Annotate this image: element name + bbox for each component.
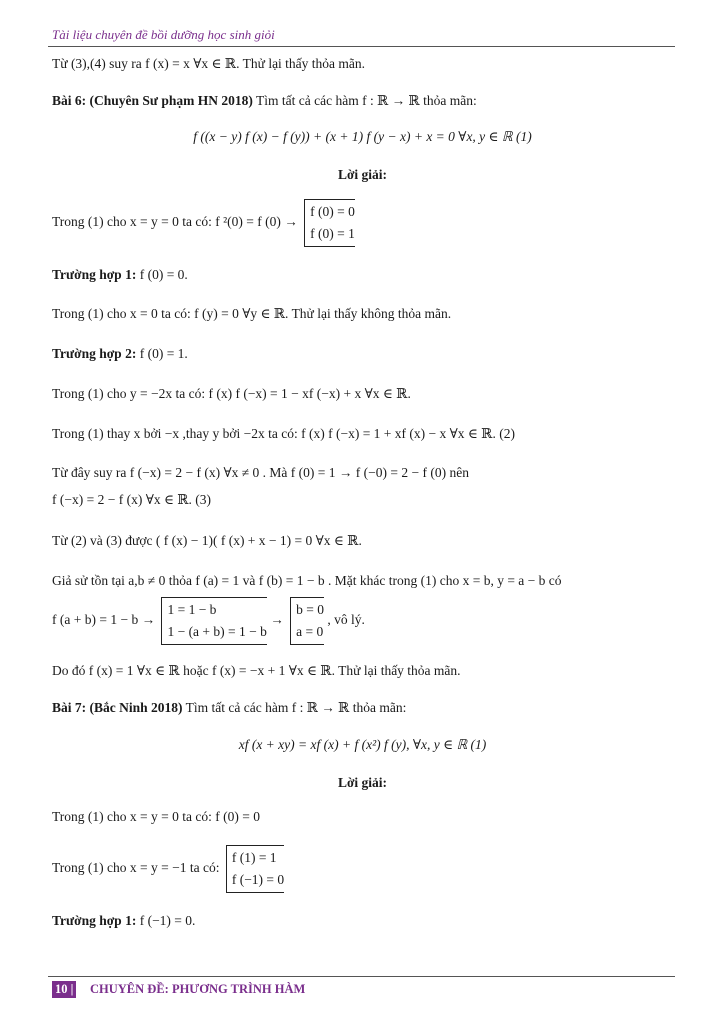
step-combine: Từ (2) và (3) được ( f (x) − 1)( f (x) + x − 1) = 0 ∀x ∈ ℝ.: [52, 533, 362, 548]
step-derive: Từ đây suy ra f (−x) = 2 − f (x) ∀x ≠ 0 . Mà f (0) = 1 → f (−0) = 2 − f (0) nên: [52, 465, 469, 480]
problem-7-label: Bài 7: (Bắc Ninh 2018): [52, 700, 183, 715]
case-2-heading: Trường hợp 2: f (0) = 1.: [52, 346, 188, 361]
problem-6: [52, 92, 675, 110]
equation-3: f (−x) = 2 − f (x) ∀x ∈ ℝ. (3): [52, 492, 212, 507]
equation-7: xf (x + xy) = xf (x) + f (x²) f (y), ∀x, y ∈ ℝ (1): [238, 737, 487, 752]
step-x-y-zero: Trong (1) cho x = y = 0 ta có: f ²(0) = f (0) → f (0) = 0 f (0) = 1: [52, 199, 675, 247]
case-bracket: f (0) = 0 f (0) = 1: [304, 199, 355, 247]
solution-heading: Lời giải:: [337, 167, 388, 182]
step-contradiction: f (a + b) = 1 − b → 1 = 1 − b 1 − (a + b) = 1 − b → b = 0 a = 0 , vô lý.: [52, 597, 675, 645]
case-1b-heading: Trường hợp 1: f (−1) = 0.: [52, 913, 196, 928]
page-number: 10 |: [52, 981, 76, 998]
paragraph-conclusion-6: Do đó f (x) = 1 ∀x ∈ ℝ hoặc f (x) = −x + 1 ∀x ∈ ℝ. Thử lại thấy thỏa mãn.: [52, 663, 461, 678]
case-bracket: 1 = 1 − b 1 − (a + b) = 1 − b: [161, 597, 266, 645]
step-7-1: Trong (1) cho x = y = 0 ta có: f (0) = 0: [52, 809, 260, 824]
footer-title: CHUYÊN ĐỀ: PHƯƠNG TRÌNH HÀM: [90, 982, 306, 996]
case-1-heading: Trường hợp 1: f (0) = 0.: [52, 267, 188, 282]
problem-7: [52, 699, 675, 717]
running-header: Tài liệu chuyên đề bồi dưỡng học sinh giỏi: [52, 27, 275, 42]
solution-heading: Lời giải:: [337, 775, 388, 790]
paragraph-conclusion: Từ (3),(4) suy ra f (x) = x ∀x ∈ ℝ. Thử lại thấy thỏa mãn.: [52, 56, 366, 71]
footer-divider: [48, 976, 675, 977]
case-bracket: b = 0 a = 0: [290, 597, 324, 645]
problem-6-label: Bài 6: (Chuyên Sư phạm HN 2018): [52, 93, 253, 108]
step-y-minus-2x: Trong (1) cho y = −2x ta có: f (x) f (−x) = 1 − xf (−x) + x ∀x ∈ ℝ.: [52, 386, 411, 401]
problem-6-text: Tìm tất cả các hàm f : ℝ → ℝ thỏa mãn:: [252, 93, 477, 108]
step-substitute: Trong (1) thay x bởi −x ,thay y bởi −2x ta có: f (x) f (−x) = 1 + xf (x) − x ∀x ∈ ℝ. (2): [52, 426, 516, 441]
step-7-2: Trong (1) cho x = y = −1 ta có: f (1) = 1 f (−1) = 0: [52, 845, 675, 893]
case-1-step: Trong (1) cho x = 0 ta có: f (y) = 0 ∀y ∈ ℝ. Thử lại thấy không thỏa mãn.: [52, 306, 452, 321]
equation-6: f ((x − y) f (x) − f (y)) + (x + 1) f (y − x) + x = 0 ∀x, y ∈ ℝ (1): [193, 129, 532, 144]
step-assume: Giả sử tồn tại a,b ≠ 0 thỏa f (a) = 1 và f (b) = 1 − b . Mặt khác trong (1) cho x = b, y = a − b có: [52, 573, 562, 588]
case-bracket: f (1) = 1 f (−1) = 0: [226, 845, 284, 893]
header-divider: [48, 46, 675, 47]
problem-7-text: Tìm tất cả các hàm f : ℝ → ℝ thỏa mãn:: [182, 700, 407, 715]
